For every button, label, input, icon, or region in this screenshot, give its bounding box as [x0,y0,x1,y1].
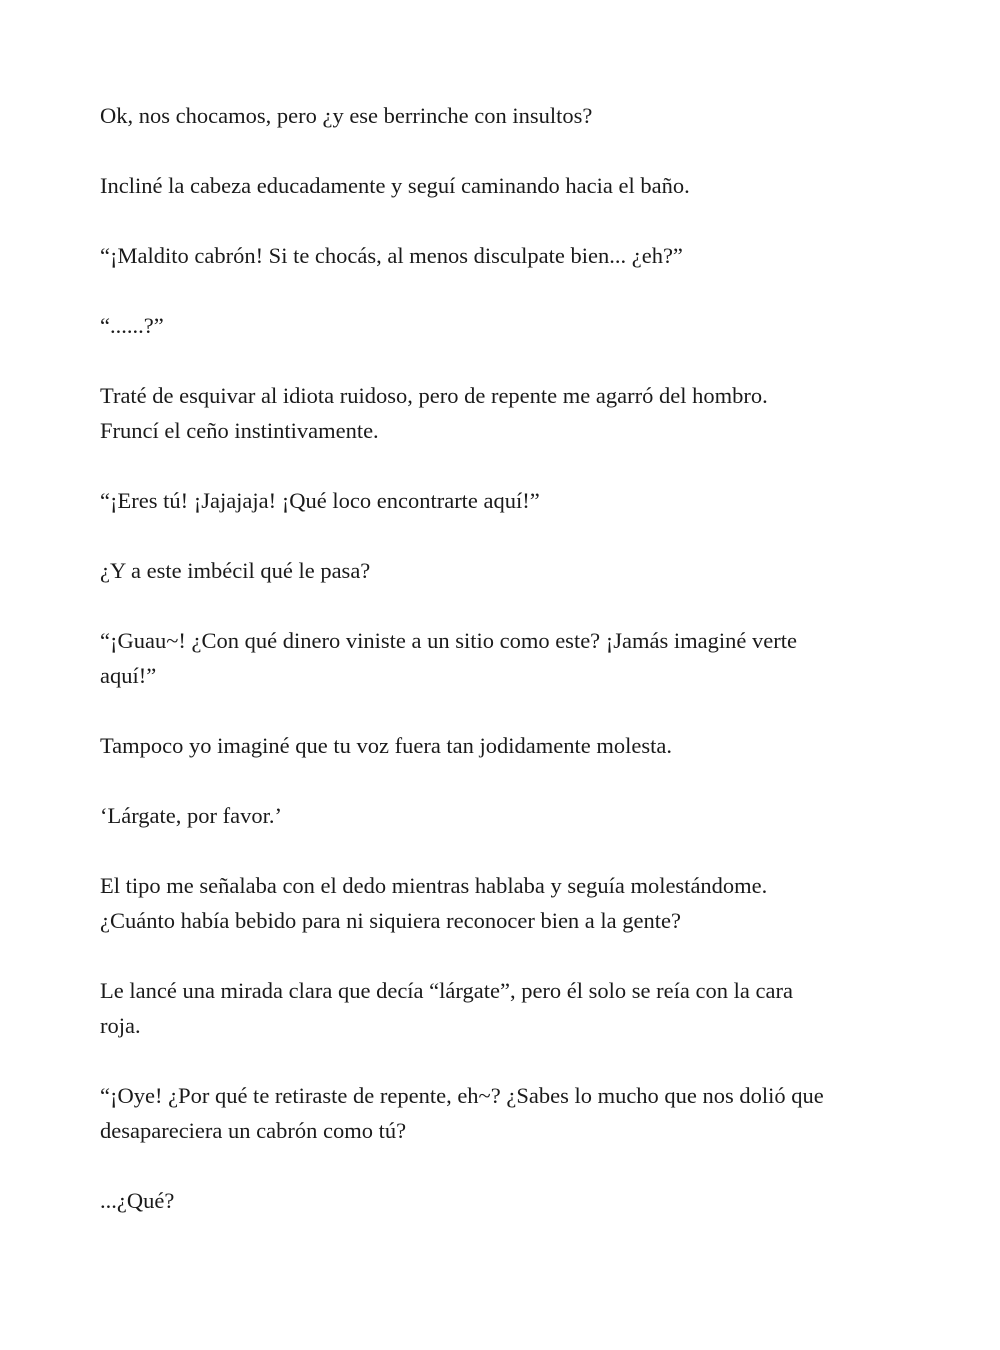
paragraph [100,378,920,448]
paragraph [100,308,920,343]
paragraph [100,98,920,133]
paragraph [100,798,920,833]
paragraph [100,1078,920,1148]
paragraph [100,553,920,588]
text-line: “¡Oye! ¿Por qué te retiraste de repente, eh~? ¿Sabes lo mucho que nos dolió que [100,1083,824,1108]
text-line: “......?” [100,313,164,338]
text-line: Tampoco yo imaginé que tu voz fuera tan jodidamente molesta. [100,733,672,758]
text-line: El tipo me señalaba con el dedo mientras hablaba y seguía molestándome. [100,873,768,898]
text-line: aquí!” [100,663,157,688]
text-line: ‘Lárgate, por favor.’ [100,803,282,828]
paragraph [100,1183,920,1218]
paragraph [100,973,920,1043]
paragraph [100,168,920,203]
paragraph [100,728,920,763]
paragraph [100,238,920,273]
text-line: Fruncí el ceño instintivamente. [100,418,379,443]
text-line: desapareciera un cabrón como tú? [100,1118,407,1143]
text-line: “¡Eres tú! ¡Jajajaja! ¡Qué loco encontrarte aquí!” [100,488,540,513]
text-line: ...¿Qué? [100,1188,175,1213]
text-line: Incliné la cabeza educadamente y seguí caminando hacia el baño. [100,173,690,198]
text-line: Ok, nos chocamos, pero ¿y ese berrinche con insultos? [100,103,593,128]
paragraph [100,483,920,518]
text-line: ¿Y a este imbécil qué le pasa? [100,558,371,583]
text-line: Le lancé una mirada clara que decía “lárgate”, pero él solo se reía con la cara [100,978,793,1003]
paragraph [100,623,920,693]
text-line: “¡Maldito cabrón! Si te chocás, al menos disculpate bien... ¿eh?” [100,243,683,268]
paragraph [100,868,920,938]
text-line: Traté de esquivar al idiota ruidoso, pero de repente me agarró del hombro. [100,383,768,408]
text-line: roja. [100,1013,141,1038]
text-line: ¿Cuánto había bebido para ni siquiera reconocer bien a la gente? [100,908,681,933]
text-line: “¡Guau~! ¿Con qué dinero viniste a un sitio como este? ¡Jamás imaginé verte [100,628,797,653]
